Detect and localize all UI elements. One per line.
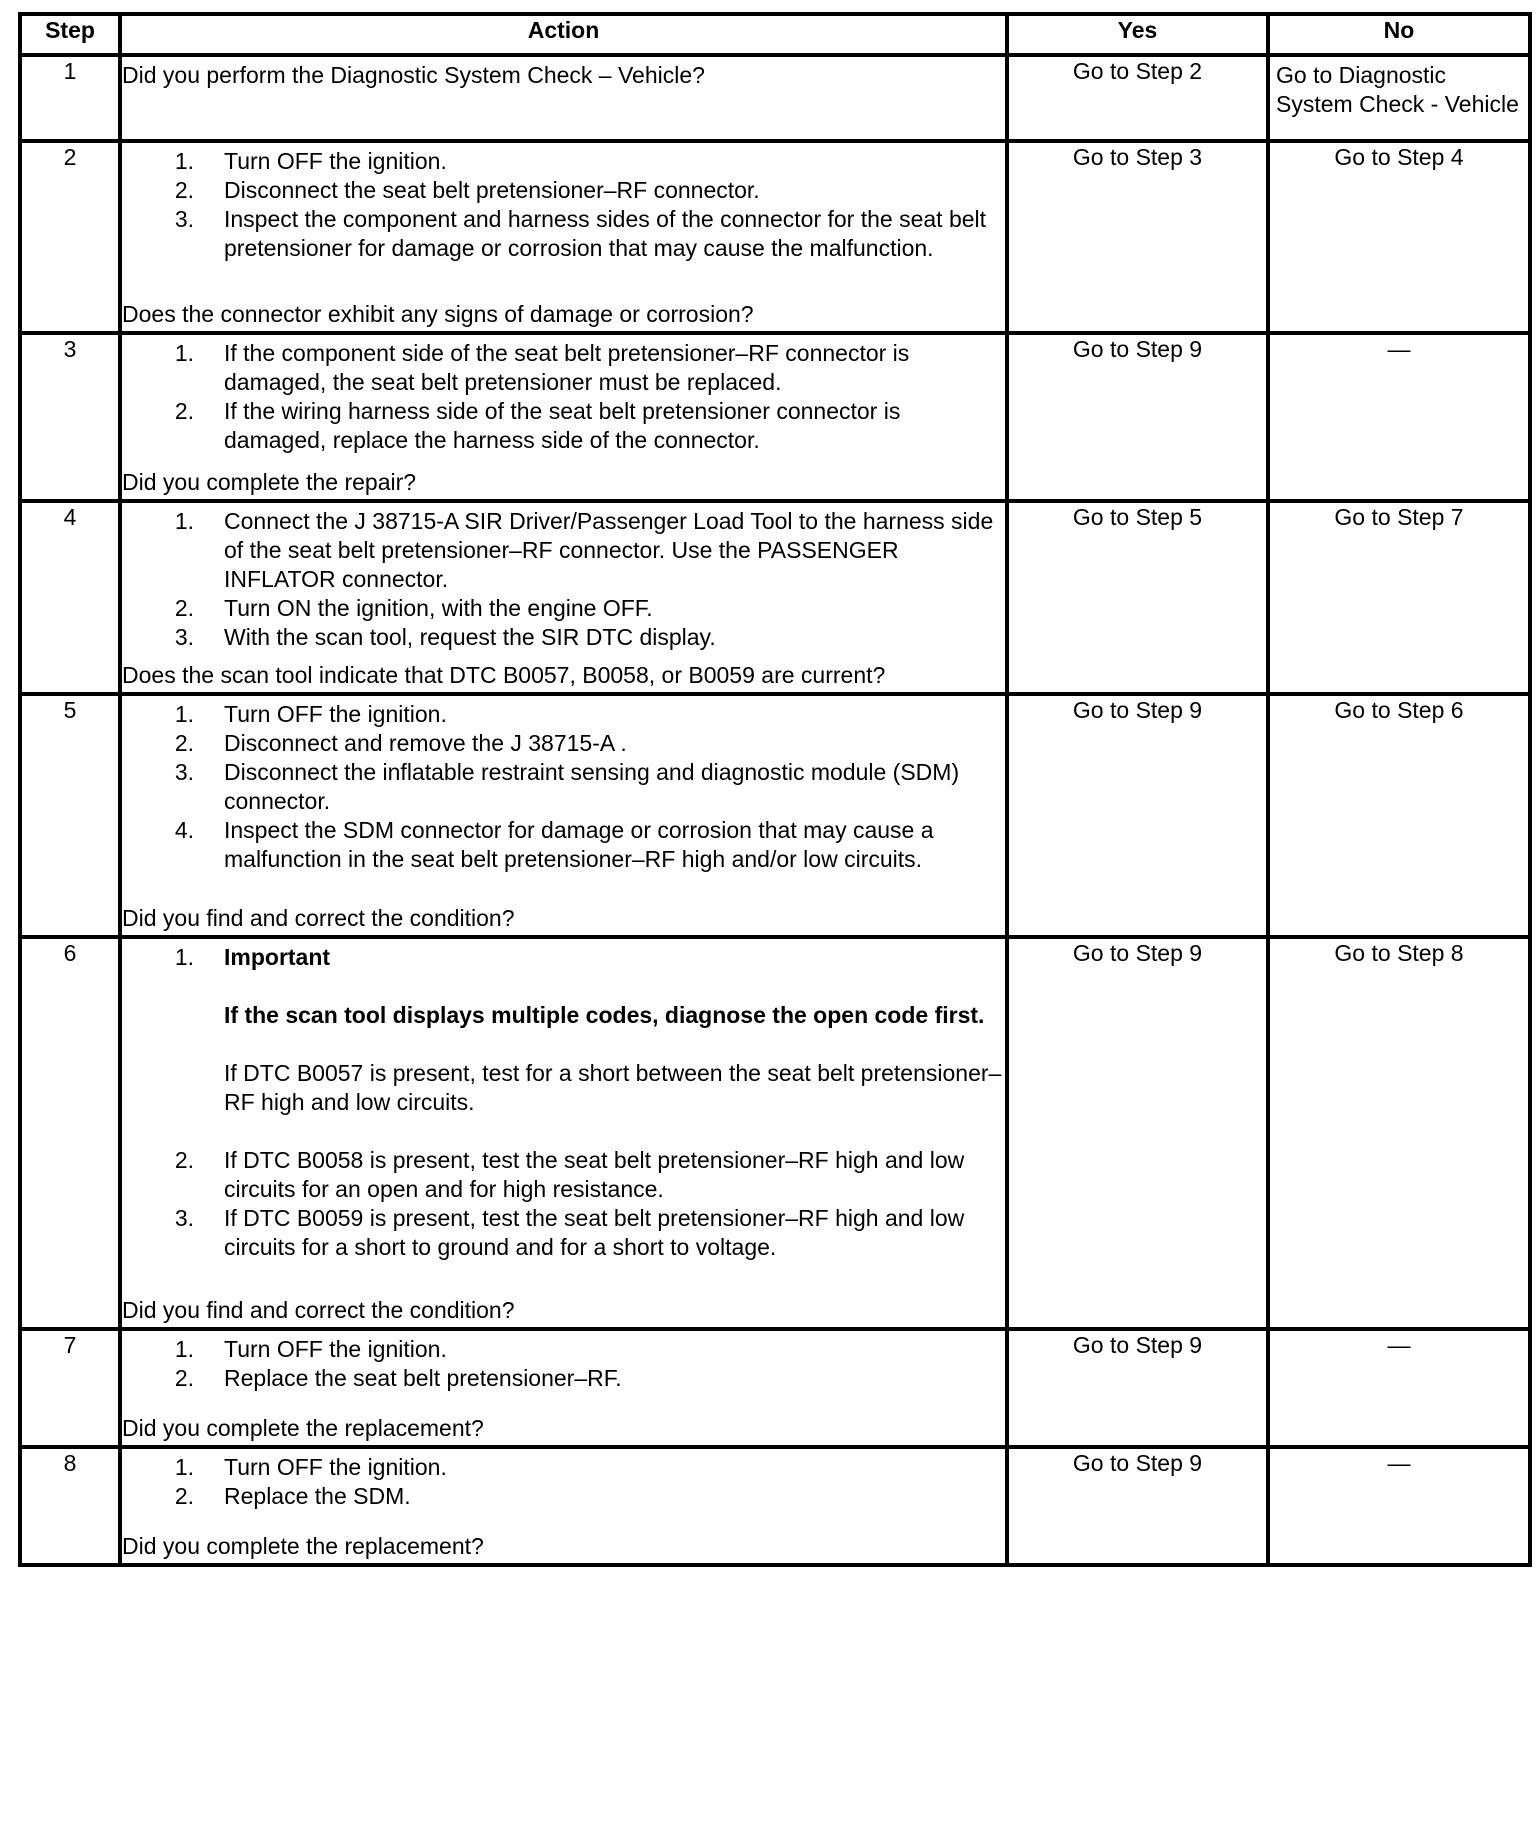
list-item: 2. Turn ON the ignition, with the engine OFF.	[174, 595, 653, 621]
action-steps	[122, 507, 1005, 652]
step-number: 3	[20, 333, 120, 501]
no-outcome: Go to Step 8	[1268, 937, 1530, 1329]
yes-outcome: Go to Step 2	[1007, 55, 1268, 141]
header-action: Action	[120, 14, 1007, 55]
diagnostic-table	[18, 12, 1532, 1567]
list-item: 3. Inspect the component and harness sides of the connector for the seat belt pretensioner for damage or corrosion that may cause the malfunction.	[174, 206, 987, 261]
header-yes: Yes	[1007, 14, 1268, 55]
header-step: Step	[20, 14, 120, 55]
list-item: 1. Important If the scan tool displays multiple codes, diagnose the open code first. If DTC B0057 is present, test for a short between the seat belt pretensioner–RF high and low circuits.	[122, 943, 1005, 1146]
no-outcome: Go to Step 6	[1268, 694, 1530, 937]
no-outcome: —	[1268, 333, 1530, 501]
action-steps	[122, 339, 1005, 455]
yes-outcome: Go to Step 9	[1007, 1447, 1268, 1565]
action-steps	[122, 1453, 1005, 1511]
list-item: 3. Disconnect the inflatable restraint sensing and diagnostic module (SDM) connector.	[174, 759, 960, 814]
step-number: 4	[20, 501, 120, 694]
yes-outcome: Go to Step 9	[1007, 1329, 1268, 1447]
no-outcome: Go to Step 7	[1268, 501, 1530, 694]
list-item: 2. Disconnect and remove the J 38715-A .	[174, 730, 627, 756]
yes-outcome: Go to Step 9	[1007, 937, 1268, 1329]
step-number: 1	[20, 55, 120, 141]
no-outcome: —	[1268, 1329, 1530, 1447]
list-item: 1. Turn OFF the ignition.	[174, 1336, 447, 1362]
table-row	[20, 937, 1530, 1329]
step-number: 6	[20, 937, 120, 1329]
list-item: 1. If the component side of the seat belt pretensioner–RF connector is damaged, the seat belt pretensioner must be replaced.	[174, 340, 910, 395]
list-item: 3. With the scan tool, request the SIR DTC display.	[174, 624, 716, 650]
yes-outcome: Go to Step 5	[1007, 501, 1268, 694]
step-number: 5	[20, 694, 120, 937]
important-label: Important	[224, 944, 331, 970]
important-note: If the scan tool displays multiple codes, diagnose the open code first.	[224, 1002, 985, 1028]
action-cell	[120, 694, 1007, 937]
action-question: Did you complete the repair?	[122, 469, 417, 495]
step-number: 2	[20, 141, 120, 333]
step-number: 8	[20, 1447, 120, 1565]
action-cell	[120, 501, 1007, 694]
action-steps	[122, 147, 1005, 263]
list-item: 2. Replace the seat belt pretensioner–RF.	[174, 1365, 622, 1391]
step-number: 7	[20, 1329, 120, 1447]
table-header-row	[20, 14, 1530, 55]
table-row	[20, 1329, 1530, 1447]
action-question: Did you complete the replacement?	[122, 1415, 484, 1441]
action-question: Does the scan tool indicate that DTC B0057, B0058, or B0059 are current?	[122, 662, 886, 688]
action-cell	[120, 1329, 1007, 1447]
no-outcome: —	[1268, 1447, 1530, 1565]
action-question: Did you find and correct the condition?	[122, 1297, 515, 1323]
action-question: Did you perform the Diagnostic System Check – Vehicle?	[122, 62, 705, 88]
action-question: Did you complete the replacement?	[122, 1533, 484, 1559]
diagnostic-table-sheet	[18, 12, 1528, 1567]
table-row	[20, 501, 1530, 694]
action-question: Does the connector exhibit any signs of damage or corrosion?	[122, 301, 754, 327]
list-item: 1. Turn OFF the ignition.	[174, 1454, 447, 1480]
yes-outcome: Go to Step 9	[1007, 694, 1268, 937]
list-item: 2. If DTC B0058 is present, test the seat belt pretensioner–RF high and low circuits for an open and for high resistance.	[174, 1147, 965, 1202]
table-row	[20, 55, 1530, 141]
yes-outcome: Go to Step 3	[1007, 141, 1268, 333]
action-steps	[122, 1335, 1005, 1393]
table-row	[20, 694, 1530, 937]
table-row	[20, 141, 1530, 333]
yes-outcome: Go to Step 9	[1007, 333, 1268, 501]
action-steps	[122, 700, 1005, 874]
list-item: 3. If DTC B0059 is present, test the seat belt pretensioner–RF high and low circuits for a short to ground and for a short to voltage.	[174, 1205, 965, 1260]
header-no: No	[1268, 14, 1530, 55]
important-text: If DTC B0057 is present, test for a short between the seat belt pretensioner–RF high and low circuits.	[224, 1060, 1002, 1115]
action-cell	[120, 333, 1007, 501]
action-cell	[120, 1447, 1007, 1565]
action-steps	[122, 943, 1005, 1262]
list-item: 2. Replace the SDM.	[174, 1483, 411, 1509]
no-outcome: Go to Step 4	[1268, 141, 1530, 333]
action-cell	[120, 141, 1007, 333]
list-item: 1. Connect the J 38715-A SIR Driver/Passenger Load Tool to the harness side of the seat belt pretensioner–RF connector. Use the PASSENGER INFLATOR connector.	[174, 508, 994, 592]
list-item: 1. Turn OFF the ignition.	[174, 701, 447, 727]
list-item: 4. Inspect the SDM connector for damage or corrosion that may cause a malfunction in the seat belt pretensioner–RF high and/or low circuits.	[174, 817, 934, 872]
list-item: 2. Disconnect the seat belt pretensioner–RF connector.	[174, 177, 760, 203]
list-item: 2. If the wiring harness side of the seat belt pretensioner connector is damaged, replace the harness side of the connector.	[174, 398, 901, 453]
action-cell	[120, 55, 1007, 141]
list-item: 1. Turn OFF the ignition.	[174, 148, 447, 174]
action-cell	[120, 937, 1007, 1329]
table-row	[20, 333, 1530, 501]
action-question: Did you find and correct the condition?	[122, 905, 515, 931]
no-outcome: Go to Diagnostic System Check - Vehicle	[1268, 55, 1530, 141]
table-row	[20, 1447, 1530, 1565]
